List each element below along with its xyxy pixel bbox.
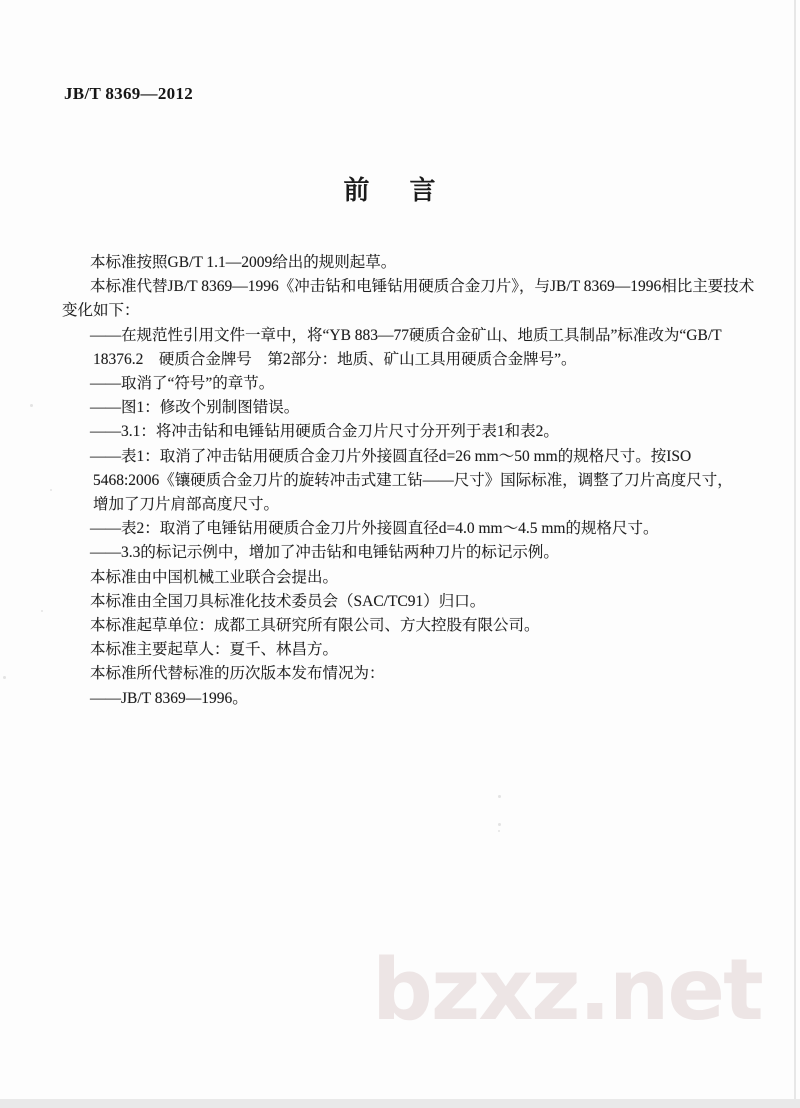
foreword-body [62, 251, 755, 711]
scan-speck [498, 823, 501, 826]
text-line: 增加了刀片肩部高度尺寸。 [93, 496, 280, 514]
scan-edge-bottom-band [0, 1099, 800, 1108]
text-line: 本标准代替JB/T 8369—1996《冲击钻和电锤钻用硬质合金刀片》，与JB/T 8369—1996相比主要技术 [90, 278, 755, 296]
text-line: ——表1：取消了冲击钻用硬质合金刀片外接圆直径d=26 mm～50 mm的规格尺寸。按ISO [90, 447, 692, 465]
text-line: 变化如下： [62, 302, 140, 320]
scan-speck [30, 404, 33, 407]
text-line: 本标准按照GB/T 1.1—2009给出的规则起草。 [90, 254, 397, 271]
text-line: 本标准起草单位：成都工具研究所有限公司、方大控股有限公司。 [90, 617, 540, 635]
text-line: 5468:2006《镶硬质合金刀片的旋转冲击式建工钻——尺寸》国际标准，调整了刀片高度尺寸， [93, 471, 733, 489]
scan-speck [41, 610, 43, 612]
text-line: ——3.3的标记示例中，增加了冲击钻和电锤钻两种刀片的标记示例。 [90, 544, 559, 562]
text-line: 本标准由中国机械工业联合会提出。 [90, 568, 339, 586]
text-line: ——取消了“符号”的章节。 [90, 375, 275, 393]
scan-speck [498, 830, 500, 832]
standard-number: JB/T 8369—2012 [64, 84, 194, 103]
text-line: ——3.1：将冲击钻和电锤钻用硬质合金刀片尺寸分开列于表1和表2。 [90, 423, 559, 441]
text-line: ——图1：修改个别制图错误。 [90, 399, 300, 417]
text-line: 本标准所代替标准的历次版本发布情况为： [90, 665, 385, 683]
text-line: ——在规范性引用文件一章中，将“YB 883—77硬质合金矿山、地质工具制品”标准改为“GB/T [90, 326, 722, 344]
text-line: 本标准主要起草人：夏千、林昌方。 [90, 641, 339, 659]
text-line: 本标准由全国刀具标准化技术委员会（SAC/TC91）归口。 [90, 592, 486, 610]
text-line: 18376.2 硬质合金牌号 第2部分：地质、矿山工具用硬质合金牌号”。 [93, 350, 577, 368]
text-line: ——表2：取消了电锤钻用硬质合金刀片外接圆直径d=4.0 mm～4.5 mm的规格尺寸。 [90, 520, 659, 538]
scan-speck [3, 676, 6, 679]
watermark-text: bzxz.net [372, 941, 762, 1040]
scan-edge-right-line [794, 0, 796, 1108]
scan-speck [50, 489, 52, 491]
page-title: 前 言 [343, 176, 443, 205]
text-line: ——JB/T 8369—1996。 [90, 689, 248, 707]
scan-speck [498, 795, 501, 798]
